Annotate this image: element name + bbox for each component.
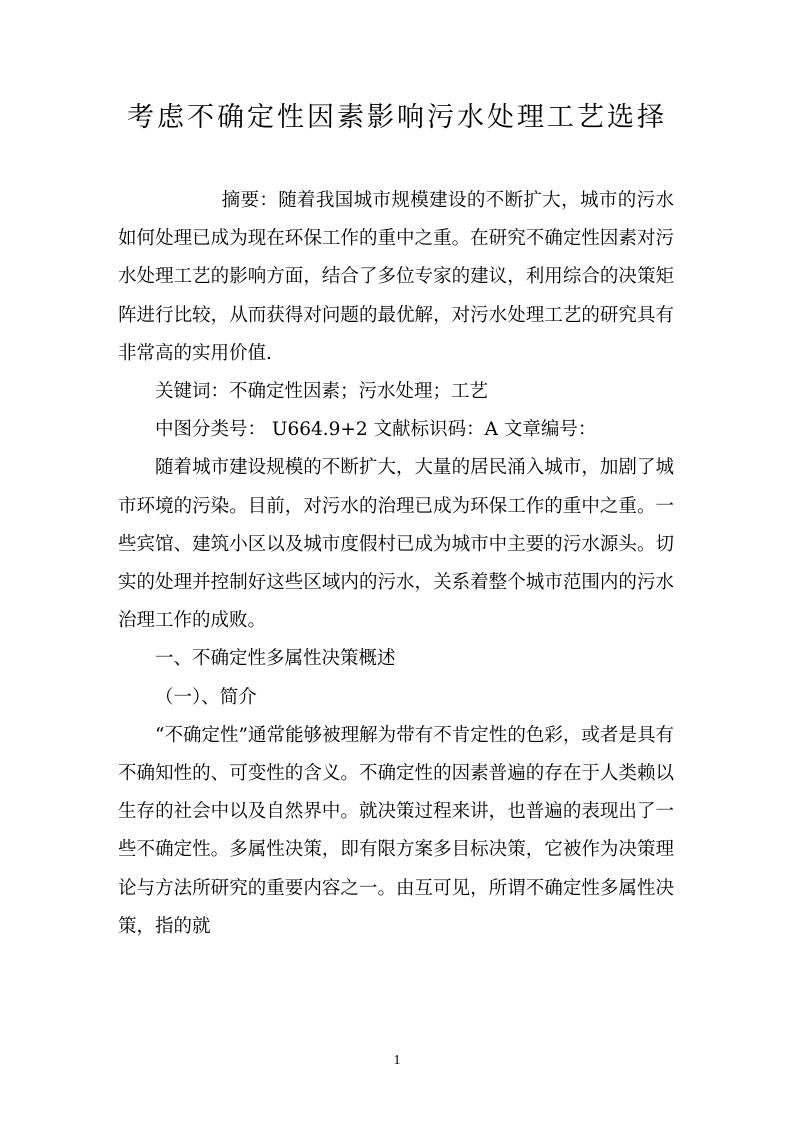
body-paragraph: “不确定性”通常能够被理解为带有不肯定性的色彩，或者是具有不确知性的、可变性的含义。不确定性的因素普遍的存在于人类赖以生存的社会中以及自然界中。就决策过程来讲，也普遍的表现出了一些不确定性。多属性决策，即有限方案多目标决策，它被作为决策理论与方法所研究的重要内容之一。由互可见，所谓不确定性多属性决策，指的就 — [118, 724, 674, 937]
page-number: 1 — [393, 1053, 401, 1068]
document-title: 考虑不确定性因素影响污水处理工艺选择 — [127, 102, 667, 133]
classification-line: 中图分类号： U664.9+2 文献标识码：A 文章编号： — [155, 419, 597, 441]
section-heading: 一、不确定性多属性决策概述 — [155, 648, 396, 670]
document-body — [118, 182, 674, 946]
intro-paragraph: 随着城市建设规模的不断扩大，大量的居民涌入城市，加剧了城市环境的污染。目前，对污水的治理已成为环保工作的重中之重。一些宾馆、建筑小区以及城市度假村已成为城市中主要的污水源头。切实的处理并控制好这些区域内的污水，关系着整个城市范围内的污水治理工作的成败。 — [118, 457, 674, 632]
keywords-line: 关键词：不确定性因素；污水处理；工艺 — [155, 381, 489, 403]
abstract-paragraph: 摘要：随着我国城市规模建设的不断扩大，城市的污水如何处理已成为现在环保工作的重中之重。在研究不确定性因素对污水处理工艺的影响方面，结合了多位专家的建议，利用综合的决策矩阵进行比较，从而获得对问题的最优解，对污水处理工艺的研究具有非常高的实用价值. — [118, 190, 674, 364]
subsection-heading: （一）、简介 — [155, 686, 257, 708]
